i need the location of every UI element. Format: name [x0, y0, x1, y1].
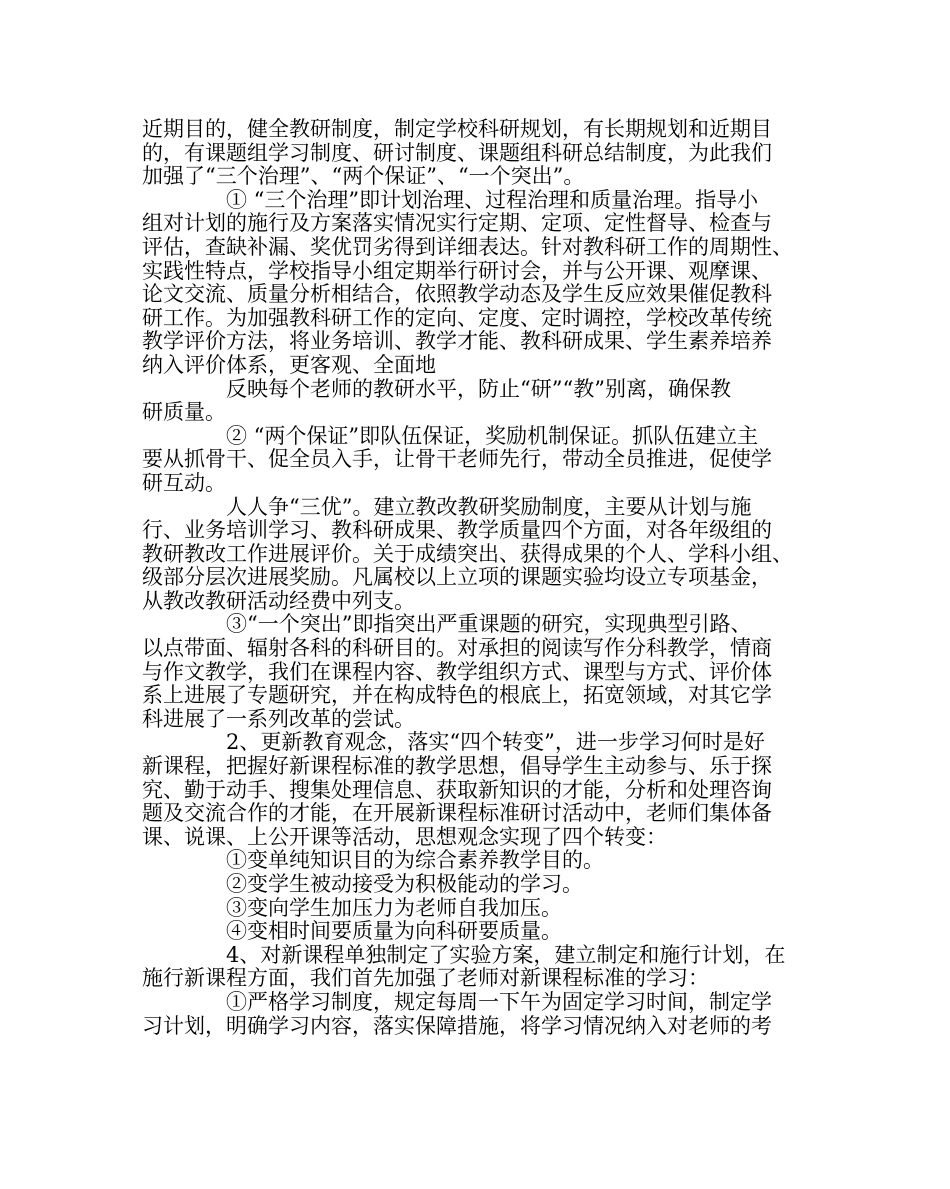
text-line: ④变相时间要质量为向科研要质量。	[226, 919, 562, 944]
text-line: ③变向学生加压力为老师自我加压。	[226, 895, 562, 920]
text-line: 纳入评价体系，更客观、全面地	[142, 352, 436, 377]
text-line: 新课程，把握好新课程标准的教学思想，倡导学生主动参与、乐于探	[142, 754, 772, 779]
text-line: ② “两个保证”即队伍保证，奖励机制保证。抓队伍建立主	[226, 423, 759, 448]
text-line: 施行新课程方面，我们首先加强了老师对新课程标准的学习：	[142, 966, 709, 991]
text-line: ①严格学习制度，规定每周一下午为固定学习时间，制定学	[226, 989, 772, 1014]
text-line: ③“一个突出”即指突出严重课题的研究，实现典型引路、	[226, 612, 752, 637]
text-line: 系上进展了专题研究，并在构成特色的根底上，拓宽领域，对其它学	[142, 683, 772, 708]
text-line: 2、更新教育观念，落实“四个转变”，进一步学习何时是好	[226, 730, 765, 755]
text-line: 教学评价方法，将业务培训、教学才能、教科研成果、学生素养培养	[142, 329, 772, 354]
text-line: 反映每个老师的教研水平，防止“研”“教”别离，确保教	[226, 376, 731, 401]
text-line: 习计划，明确学习内容，落实保障措施，将学习情况纳入对老师的考	[142, 1013, 772, 1038]
text-line: 研工作。为加强教科研工作的定向、定度、定时调控，学校改革传统	[142, 305, 772, 330]
text-line: 研质量。	[142, 400, 226, 425]
text-line: 从教改教研活动经费中列支。	[142, 588, 415, 613]
text-line: 组对计划的施行及方案落实情况实行定期、定项、定性督导、检查与	[142, 211, 772, 236]
text-line: ① “三个治理”即计划治理、过程治理和质量治理。指导小	[226, 187, 759, 212]
text-line: 研互动。	[142, 470, 226, 495]
text-line: 级部分层次进展奖励。凡属校以上立项的课题实验均设立专项基金，	[142, 565, 772, 590]
text-line: 课、说课、上公开课等活动，思想观念实现了四个转变：	[142, 824, 667, 849]
text-line: 与作文教学，我们在课程内容、教学组织方式、课型与方式、评价体	[142, 659, 772, 684]
text-line: 评估，查缺补漏、奖优罚劣得到详细表达。针对教科研工作的周期性、	[142, 234, 793, 259]
text-line: 行、业务培训学习、教科研成果、教学质量四个方面，对各年级组的	[142, 518, 772, 543]
text-line: 近期目的，健全教研制度，制定学校科研规划，有长期规划和近期目	[142, 117, 772, 141]
text-line: 实践性特点，学校指导小组定期举行研讨会，并与公开课、观摩课、	[142, 258, 772, 283]
text-line: 以点带面、辐射各科的科研目的。对承担的阅读写作分科教学，情商	[142, 636, 772, 661]
document-body	[142, 118, 818, 1038]
text-line: 加强了“三个治理”、“两个保证”、“一个突出”。	[142, 164, 585, 189]
text-line: ①变单纯知识目的为综合素养教学目的。	[226, 848, 604, 873]
text-line: 的，有课题组学习制度、研讨制度、课题组科研总结制度，为此我们	[142, 140, 772, 165]
text-line: 究、勤于动手、搜集处理信息、获取新知识的才能，分析和处理咨询	[142, 777, 772, 802]
text-line: 题及交流合作的才能，在开展新课程标准研讨活动中，老师们集体备	[142, 801, 772, 826]
text-line: ②变学生被动接受为积极能动的学习。	[226, 872, 583, 896]
text-line: 科进展了一系列改革的尝试。	[142, 706, 415, 731]
text-line: 4、对新课程单独制定了实验方案，建立制定和施行计划，在	[226, 942, 786, 967]
text-line: 教研教改工作进展评价。关于成绩突出、获得成果的个人、学科小组、	[142, 541, 793, 566]
text-line: 人人争“三优”。建立教改教研奖励制度，主要从计划与施	[226, 494, 752, 519]
text-line: 论文交流、质量分析相结合，依照教学动态及学生反应效果催促教科	[142, 282, 772, 307]
text-line: 要从抓骨干、促全员入手，让骨干老师先行，带动全员推进，促使学	[142, 447, 772, 472]
